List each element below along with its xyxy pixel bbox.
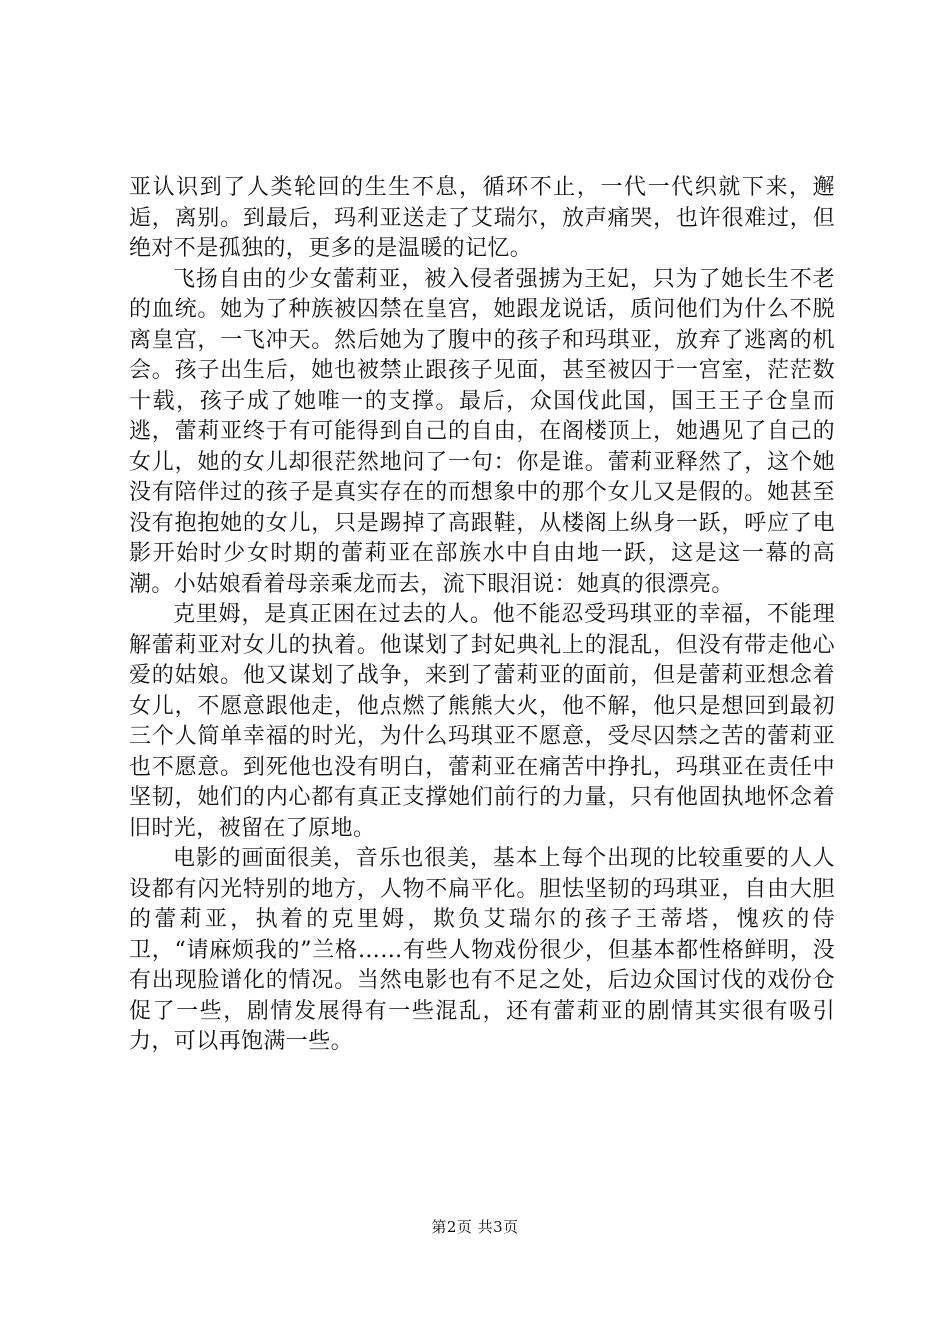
paragraph-3: 克里姆，是真正困在过去的人。他不能忍受玛琪亚的幸福，不能理解蕾莉亚对女儿的执着。他谋划了封妃典礼上的混乱，但没有带走他心爱的姑娘。他又谋划了战争，来到了蕾莉亚的面前，但是蕾莉亚想念着女儿，不愿意跟他走，他点燃了熊熊大火，他不解，他只是想回到最初三个人简单幸福的时光，为什么玛琪亚不愿意，受尽囚禁之苦的蕾莉亚也不愿意。到死他也没有明白，蕾莉亚在痛苦中挣扎，玛琪亚在责任中坚韧，她们的内心都有真正支撑她们前行的力量，只有他固执地怀念着旧时光，被留在了原地。 [129,602,835,841]
page-footer: 第2页 共3页 [431,1218,519,1236]
paragraph-1: 亚认识到了人类轮回的生生不息，循环不止，一代一代织就下来，邂逅，离别。到最后，玛利亚送走了艾瑞尔，放声痛哭，也许很难过，但绝对不是孤独的，更多的是温暖的记忆。 [129,175,835,261]
paragraph-4: 电影的画面很美，音乐也很美，基本上每个出现的比较重要的人人设都有闪光特别的地方，人物不扁平化。胆怯坚韧的玛琪亚，自由大胆的蕾莉亚，执着的克里姆，欺负艾瑞尔的孩子王蒂塔，愧疚的侍卫，“请麻烦我的”兰格……有些人物戏份很少，但基本都性格鲜明，没有出现脸谱化的情况。当然电影也有不足之处，后边众国讨伐的戏份仓促了一些，剧情发展得有一些混乱，还有蕾莉亚的剧情其实很有吸引力，可以再饱满一些。 [129,846,835,1054]
paragraph-2: 飞扬自由的少女蕾莉亚，被入侵者强掳为王妃，只为了她长生不老的血统。她为了种族被囚禁在皇宫，她跟龙说话，质问他们为什么不脱离皇宫，一飞冲天。然后她为了腹中的孩子和玛琪亚，放弃了逃离的机会。孩子出生后，她也被禁止跟孩子见面，甚至被囚于一宫室，茫茫数十载，孩子成了她唯一的支撑。最后，众国伐此国，国王王子仓皇而逃，蕾莉亚终于有可能得到自己的自由，在阁楼顶上，她遇见了自己的女儿，她的女儿却很茫然地问了一句：你是谁。蕾莉亚释然了，这个她没有陪伴过的孩子是真实存在的而想象中的那个女儿又是假的。她甚至没有抱抱她的女儿，只是踢掉了高跟鞋，从楼阁上纵身一跃，呼应了电影开始时少女时期的蕾莉亚在部族水中自由地一跃，这是这一幕的高潮。小姑娘看着母亲乘龙而去，流下眼泪说：她真的很漂亮。 [129,266,835,597]
article-body [129,173,835,1058]
